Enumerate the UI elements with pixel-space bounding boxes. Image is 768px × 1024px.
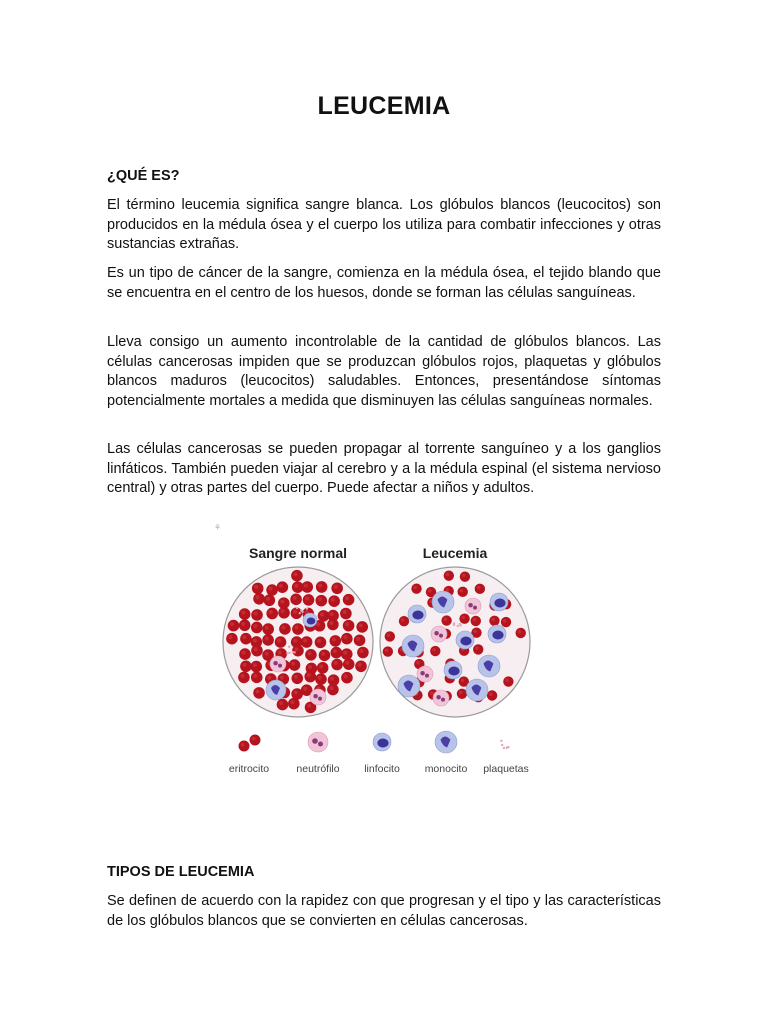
erythrocyte-cell: [487, 690, 497, 700]
erythrocyte-cell: [343, 594, 355, 606]
erythrocyte-cell: [226, 633, 238, 645]
erythrocyte-cell: [411, 583, 421, 593]
document-title: LEUCEMIA: [317, 92, 451, 120]
platelet-dot: [500, 740, 502, 742]
platelet-dot: [459, 624, 461, 626]
erythrocyte-cell: [240, 660, 252, 672]
erythrocyte-cell: [275, 636, 287, 648]
neutrophil-cell: [310, 689, 326, 705]
erythrocyte-cell: [264, 594, 276, 606]
platelet-dot: [503, 747, 505, 749]
erythrocyte-cell: [501, 617, 511, 627]
erythrocyte-cell: [301, 636, 313, 648]
erythrocyte-cell: [262, 634, 274, 646]
erythrocyte-cell: [250, 735, 261, 746]
section-heading-que-es: ¿QUÉ ES?: [107, 168, 180, 184]
erythrocyte-cell: [473, 644, 483, 654]
neutrophil-cell: [270, 656, 286, 672]
erythrocyte-cell: [251, 609, 263, 621]
figure-title-normal: Sangre normal: [248, 545, 348, 561]
erythrocyte-cell: [356, 621, 368, 633]
erythrocyte-cell: [290, 594, 302, 606]
section-heading-tipos: TIPOS DE LEUCEMIA: [107, 864, 255, 880]
erythrocyte-cell: [239, 608, 251, 620]
platelet-dot: [501, 744, 503, 746]
erythrocyte-cell: [340, 608, 352, 620]
erythrocyte-cell: [251, 622, 263, 634]
erythrocyte-cell: [503, 676, 513, 686]
legend-label-neutrofilo: neutrófilo: [296, 763, 340, 775]
erythrocyte-cell: [457, 689, 467, 699]
erythrocyte-cell: [475, 584, 485, 594]
neutrophil-cell: [417, 666, 433, 682]
erythrocyte-cell: [303, 594, 315, 606]
erythrocyte-cell: [471, 616, 481, 626]
figure-title-leukemia: Leucemia: [422, 545, 488, 561]
erythrocyte-cell: [228, 620, 240, 632]
erythrocyte-cell: [327, 684, 339, 696]
erythrocyte-cell: [399, 616, 409, 626]
erythrocyte-cell: [316, 595, 328, 607]
erythrocyte-cell: [343, 620, 355, 632]
erythrocyte-cell: [383, 646, 393, 656]
erythrocyte-cell: [327, 619, 339, 631]
normal-blood-sample: [223, 567, 373, 717]
neutrophil-cell: [431, 626, 447, 642]
platelet-dot: [453, 624, 455, 626]
erythrocyte-cell: [291, 673, 303, 685]
erythrocyte-cell: [277, 699, 289, 711]
erythrocyte-cell: [315, 637, 327, 649]
erythrocyte-cell: [251, 672, 263, 684]
erythrocyte-cell: [315, 673, 327, 685]
erythrocyte-cell: [331, 582, 343, 594]
erythrocyte-cell: [330, 635, 342, 647]
erythrocyte-cell: [253, 687, 265, 699]
erythrocyte-cell: [292, 623, 304, 635]
erythrocyte-cell: [319, 649, 331, 661]
erythrocyte-cell: [354, 635, 366, 647]
figure-corner-mark: ⚘: [214, 523, 222, 532]
neutrophil-cell: [308, 732, 328, 752]
erythrocyte-cell: [279, 623, 291, 635]
erythrocyte-cell: [288, 698, 300, 710]
paragraph-3: Lleva consigo un aumento incontrolable de la cantidad de glóbulos blancos. Las células cancerosas impiden que se produzcan glóbulos rojos, plaquetas y glóbulos blancos maduros (leucocitos) saludables. Entonces, presentándose síntomas potencialmente mortales a medida que disminuyen las células sanguíneas normales.: [107, 334, 661, 409]
erythrocyte-cell: [239, 619, 251, 631]
legend-label-eritrocito: eritrocito: [228, 763, 270, 775]
erythrocyte-cell: [305, 649, 317, 661]
erythrocyte-cell: [460, 572, 470, 582]
erythrocyte-cell: [262, 623, 274, 635]
paragraph-1: El término leucemia significa sangre blanca. Los glóbulos blancos (leucocitos) son producidos en la médula ósea y el cuerpo los utiliza para combatir infecciones y otras sustancias extrañas.: [107, 197, 661, 252]
erythrocyte-cell: [441, 615, 451, 625]
erythrocyte-cell: [355, 660, 367, 672]
erythrocyte-cell: [516, 628, 526, 638]
erythrocyte-cell: [331, 647, 343, 659]
blood-comparison-figure: [208, 518, 548, 788]
platelet-dot: [286, 652, 288, 654]
erythrocyte-cell: [291, 570, 303, 582]
erythrocyte-cell: [301, 581, 313, 593]
platelet-dot: [288, 646, 290, 648]
erythrocyte-cell: [239, 741, 250, 752]
erythrocyte-cell: [278, 607, 290, 619]
erythrocyte-cell: [430, 646, 440, 656]
platelet-dot: [506, 747, 508, 749]
erythrocyte-cell: [317, 662, 329, 674]
erythrocyte-cell: [331, 659, 343, 671]
erythrocyte-cell: [289, 659, 301, 671]
paragraph-2: Es un tipo de cáncer de la sangre, comienza en la médula ósea, el tejido blando que se encuentra en el centro de los huesos, donde se forman las células sanguíneas.: [107, 265, 661, 301]
platelet-dot: [300, 609, 302, 611]
paragraph-4: Las células cancerosas se pueden propagar al torrente sanguíneo y a los ganglios linfáticos. También pueden viajar al cerebro y a la médula espinal (el sistema nervioso central) y otras partes del cuerpo. Puede afectar a niños y adultos.: [107, 441, 661, 496]
erythrocyte-cell: [459, 613, 469, 623]
erythrocyte-cell: [328, 595, 340, 607]
erythrocyte-cell: [458, 587, 468, 597]
platelet-dot: [288, 652, 290, 654]
platelet-dot: [293, 651, 295, 653]
erythrocyte-cell: [341, 672, 353, 684]
legend-label-monocito: monocito: [424, 763, 468, 775]
neutrophil-cell: [465, 598, 481, 614]
neutrophil-cell: [433, 690, 449, 706]
erythrocyte-cell: [343, 658, 355, 670]
erythrocyte-cell: [304, 671, 316, 683]
platelet-dot: [296, 607, 298, 609]
erythrocyte-cell: [266, 608, 278, 620]
erythrocyte-cell: [250, 661, 262, 673]
legend-label-plaquetas: plaquetas: [483, 763, 529, 775]
erythrocyte-cell: [239, 648, 251, 660]
erythrocyte-cell: [385, 631, 395, 641]
paragraph-tipos: Se definen de acuerdo con la rapidez con que progresan y el tipo y las características de los glóbulos blancos que se convierten en células cancerosas.: [107, 893, 661, 929]
erythrocyte-cell: [252, 583, 264, 595]
erythrocyte-cell: [341, 648, 353, 660]
erythrocyte-cell: [292, 645, 304, 657]
leukemia-blood-sample: [380, 567, 530, 717]
erythrocyte-cell: [266, 584, 278, 596]
figure-legend: [229, 731, 529, 775]
erythrocyte-cell: [238, 672, 250, 684]
platelet-dot: [457, 625, 459, 627]
erythrocyte-cell: [251, 645, 263, 657]
erythrocyte-cell: [316, 581, 328, 593]
erythrocyte-cell: [489, 616, 499, 626]
legend-label-linfocito: linfocito: [364, 763, 400, 775]
erythrocyte-cell: [253, 593, 265, 605]
erythrocyte-cell: [240, 633, 252, 645]
erythrocyte-cell: [341, 633, 353, 645]
erythrocyte-cell: [277, 581, 289, 593]
platelet-dot: [299, 612, 301, 614]
erythrocyte-cell: [357, 647, 369, 659]
platelet-dot: [306, 607, 308, 609]
erythrocyte-cell: [444, 570, 454, 580]
